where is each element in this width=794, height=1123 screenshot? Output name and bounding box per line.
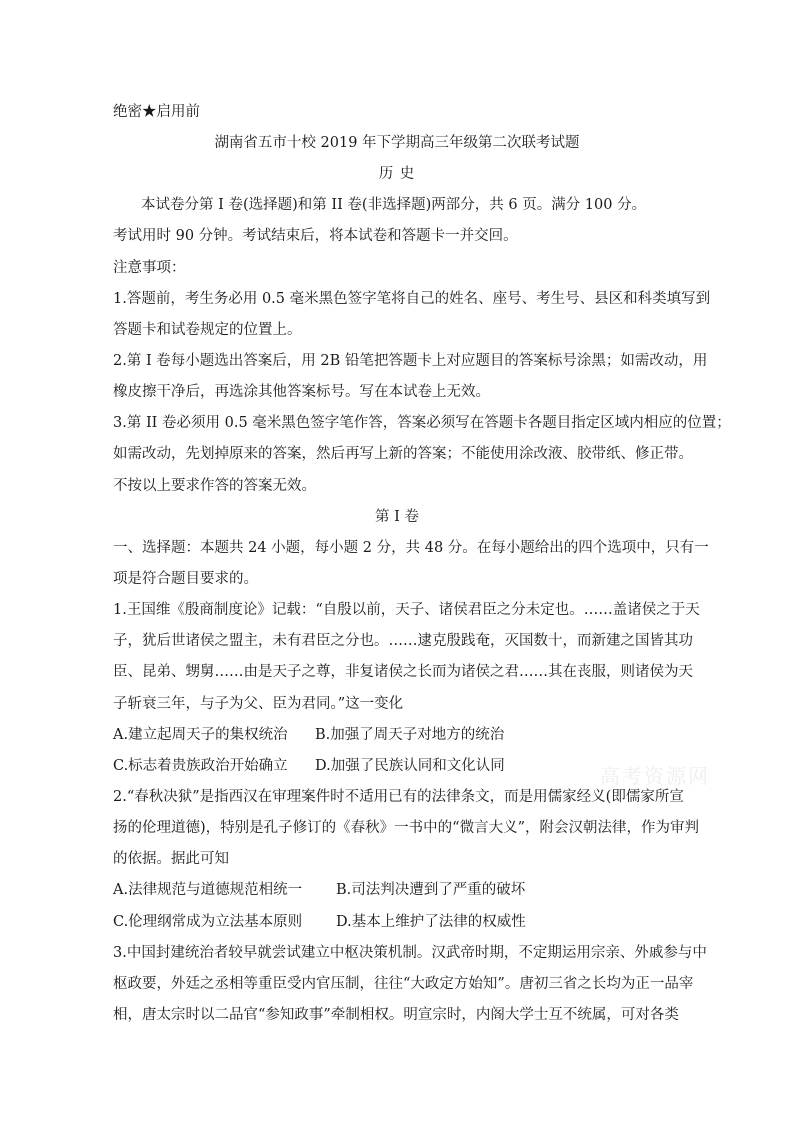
section-instruction: 项是符合题目要求的。 (113, 571, 258, 587)
question-2-option-b: B.司法判决遭到了严重的破坏 (336, 882, 526, 898)
question-1-option-a: A.建立起周天子的集权统治 (113, 727, 288, 743)
subject-title: 历 史 (378, 166, 416, 182)
question-2-option-a: A.法律规范与道德规范相统一 (113, 882, 303, 898)
question-2-stem: 的依据。据此可知 (113, 851, 229, 867)
intro-line-1: 本试卷分第 I 卷(选择题)和第 II 卷(非选择题)两部分，共 6 页。满分 100 分。 (141, 197, 647, 213)
question-3-stem: 相，唐太宗时以二品官“参知政事”牵制相权。明宣宗时，内阁大学士互不统属，可对各类 (113, 1007, 679, 1023)
notes-line: 橡皮擦干净后，再选涂其他答案标号。写在本试卷上无效。 (113, 384, 490, 400)
question-1-stem: 子斩衰三年，与子为父、臣为君同。”这一变化 (113, 696, 404, 712)
question-1-option-d: D.加强了民族认同和文化认同 (315, 758, 505, 774)
exam-title: 湖南省五市十校 2019 年下学期高三年级第二次联考试题 (214, 135, 580, 151)
question-2-option-d: D.基本上维护了法律的权威性 (336, 914, 526, 930)
question-2-stem: 2.“春秋决狱”是指西汉在审理案件时不适用已有的法律条文，而是用儒家经义(即儒家所宣 (113, 789, 684, 805)
question-2-option-c: C.伦理纲常成为立法基本原则 (113, 914, 303, 930)
question-1-option-c: C.标志着贵族政治开始确立 (113, 758, 288, 774)
notes-line: 1.答题前，考生务必用 0.5 毫米黑色签字笔将自己的姓名、座号、考生号、县区和科类填写到 (113, 291, 711, 307)
question-1-stem: 1.王国维《殷商制度论》记载：“自殷以前，天子、诸侯君臣之分未定也。……盖诸侯之于天 (113, 602, 700, 618)
question-1-stem: 臣、昆弟、甥舅……由是天子之尊，非复诸侯之长而为诸侯之君……其在丧服，则诸侯为天 (113, 664, 693, 680)
question-2-stem: 扬的伦理道德)，特别是孔子修订的《春秋》一书中的“微言大义”，附会汉朝法律，作为审判 (113, 820, 699, 836)
intro-line-2: 考试用时 90 分钟。考试结束后，将本试卷和答题卡一并交回。 (113, 228, 518, 244)
notes-line: 3.第 II 卷必须用 0.5 毫米黑色签字笔作答，答案必须写在答题卡各题目指定区域内相应的位置； (113, 415, 731, 431)
confidential-mark: 绝密★启用前 (113, 104, 200, 120)
notes-heading: 注意事项： (113, 260, 186, 276)
question-1-option-b: B.加强了周天子对地方的统治 (315, 727, 505, 743)
notes-line: 不按以上要求作答的答案无效。 (113, 478, 316, 494)
notes-line: 答题卡和试卷规定的位置上。 (113, 322, 302, 338)
watermark: 高考资源网 (600, 764, 710, 788)
section-instruction: 一、选择题：本题共 24 小题，每小题 2 分，共 48 分。在每小题给出的四个选项中，只有一 (113, 540, 709, 556)
notes-line: 2.第 I 卷每小题选出答案后，用 2B 铅笔把答题卡上对应题目的答案标号涂黑；如需改动，用 (113, 353, 708, 369)
question-3-stem: 枢政要，外廷之丞相等重臣受内官压制，往往“大政定方始知”。唐初三省之长均为正一品宰 (113, 976, 694, 992)
notes-line: 如需改动，先划掉原来的答案，然后再写上新的答案；不能使用涂改液、胶带纸、修正带。 (113, 446, 693, 462)
question-3-stem: 3.中国封建统治者较早就尝试建立中枢决策机制。汉武帝时期，不定期运用宗亲、外戚参与中 (113, 945, 707, 961)
section-title: 第 I 卷 (375, 509, 419, 525)
question-1-stem: 子，犹后世诸侯之盟主，未有君臣之分也。……逮克殷践奄，灭国数十，而新建之国皆其功 (113, 633, 693, 649)
